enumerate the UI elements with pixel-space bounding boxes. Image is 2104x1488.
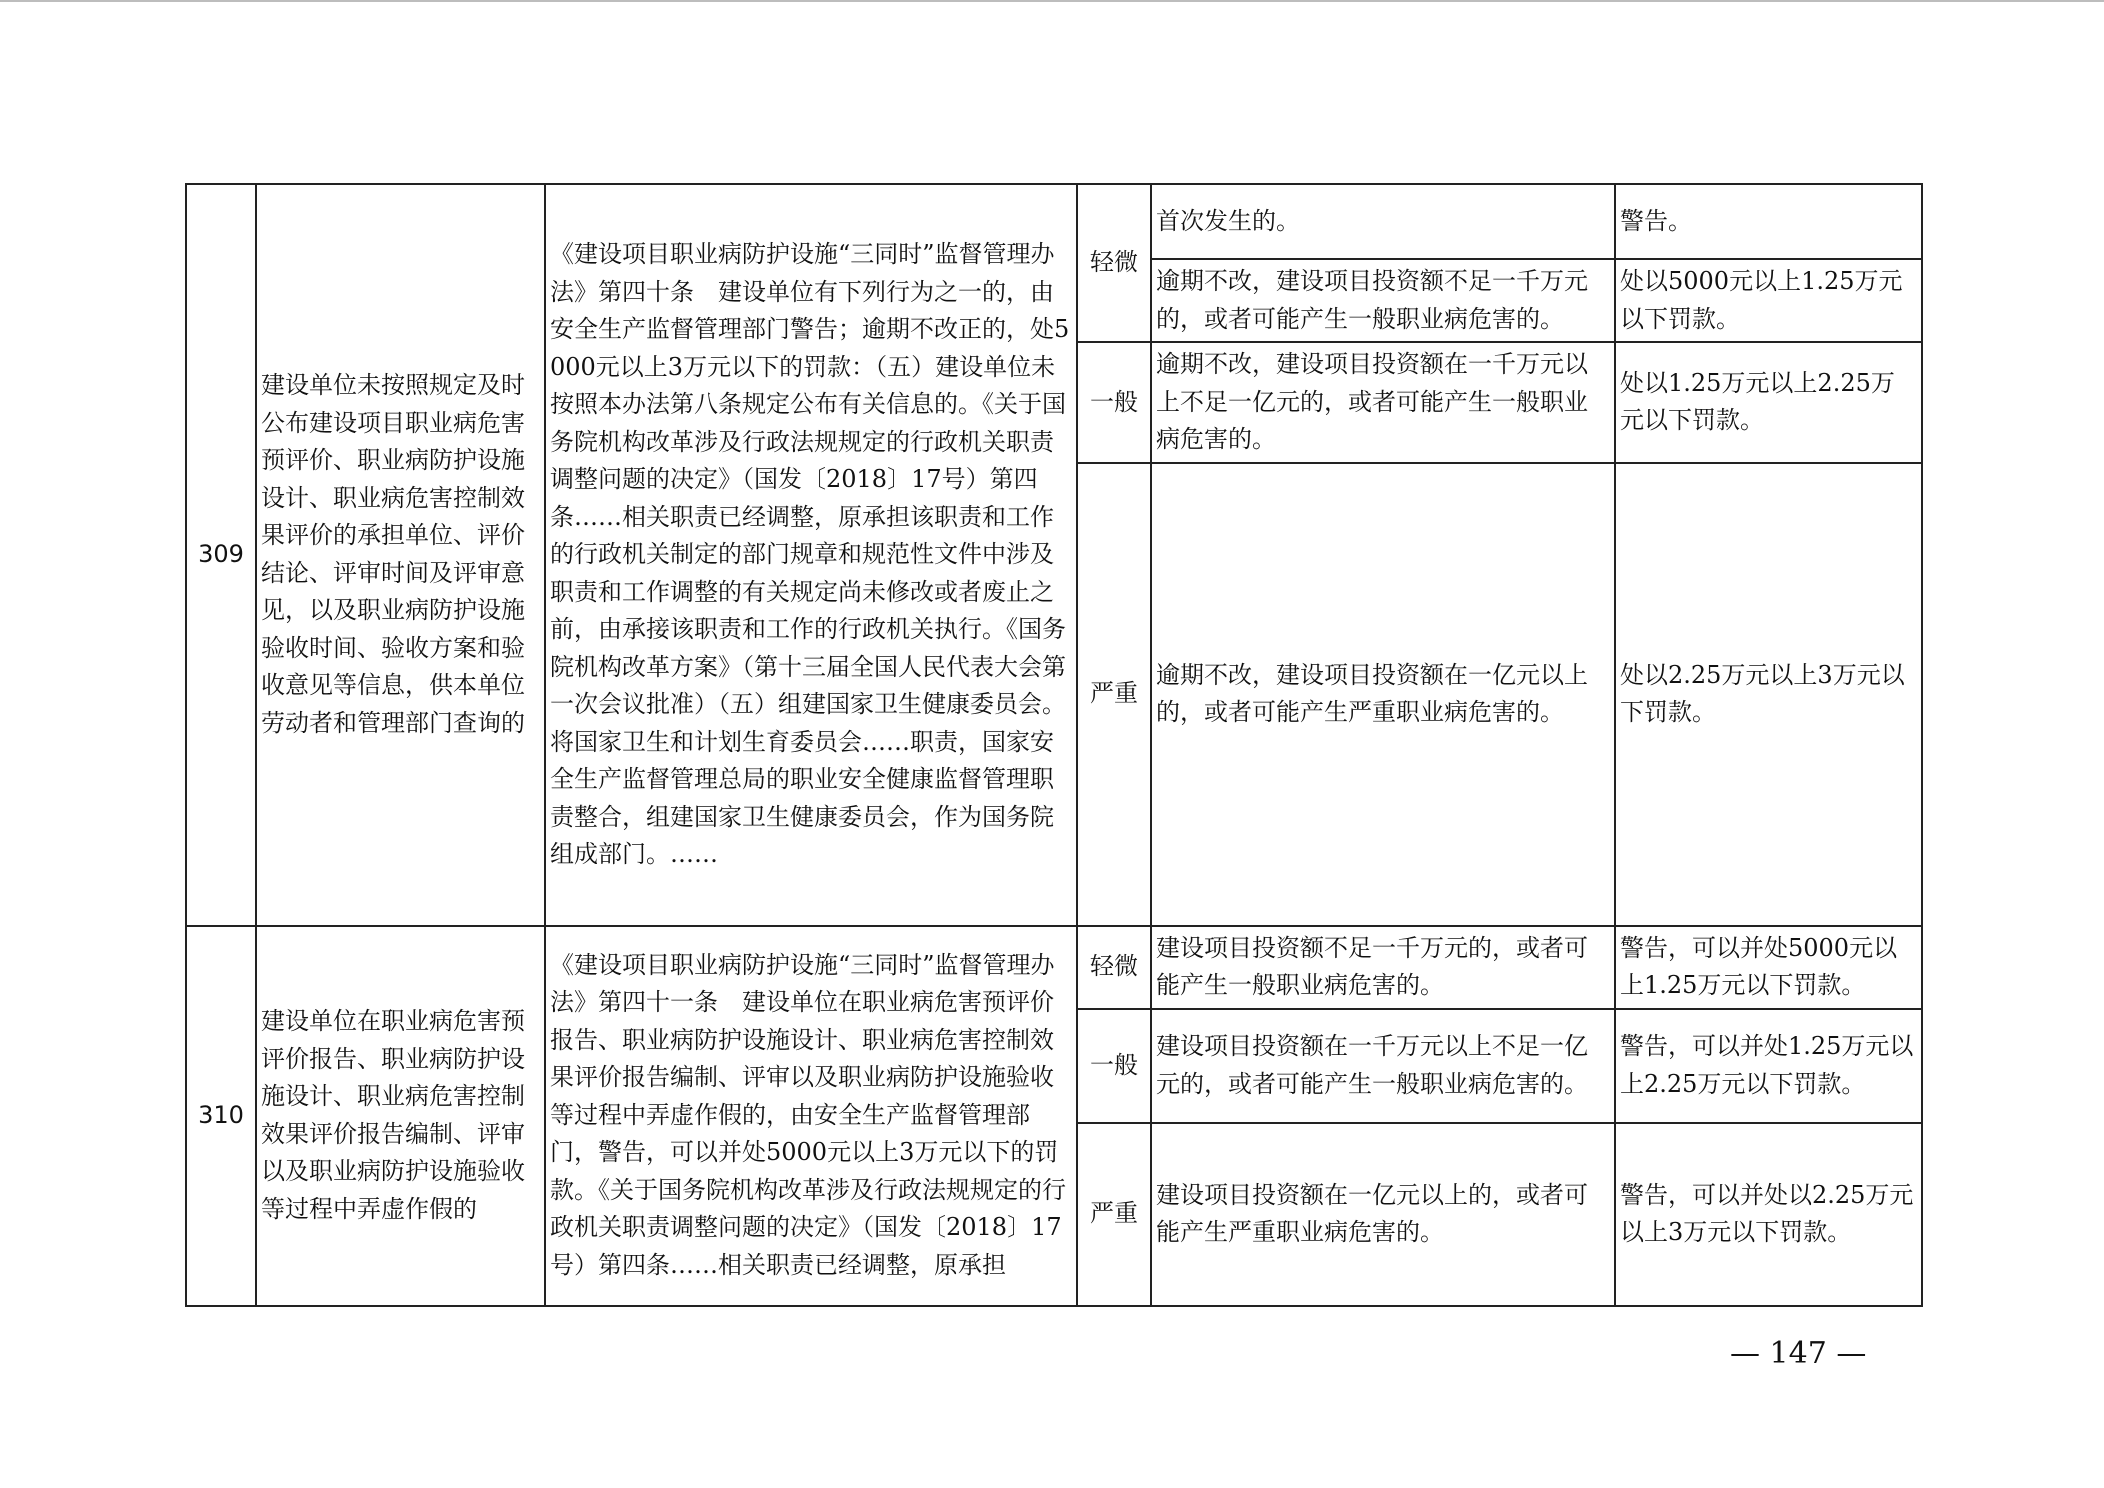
violation-act-cell: 建设单位未按照规定及时公布建设项目职业病危害预评价、职业病防护设施设计、职业病危害控制效果评价的承担单位、评价结论、评审时间及评审意见，以及职业病防护设施验收时间、验收方案和验收意见等信息，供本单位劳动者和管理部门查询的 [256, 184, 545, 926]
table-row-309-minor-1 [186, 184, 1922, 259]
penalty-cell: 处以1.25万元以上2.25万元以下罚款。 [1615, 342, 1922, 463]
item-number-cell: 309 [186, 184, 256, 926]
table-row-310-minor [186, 926, 1922, 1009]
violation-act-cell: 建设单位在职业病危害预评价报告、职业病防护设施设计、职业病危害控制效果评价报告编制、评审以及职业病防护设施验收等过程中弄虚作假的 [256, 926, 545, 1306]
circumstance-cell: 建设项目投资额在一亿元以上的，或者可能产生严重职业病危害的。 [1151, 1123, 1615, 1306]
penalty-cell: 处以5000元以上1.25万元以下罚款。 [1615, 259, 1922, 342]
severity-level-cell: 一般 [1077, 342, 1151, 463]
page-number: — 147 — [1730, 1336, 1867, 1371]
circumstance-cell: 逾期不改，建设项目投资额不足一千万元的，或者可能产生一般职业病危害的。 [1151, 259, 1615, 342]
severity-level-cell: 一般 [1077, 1009, 1151, 1123]
circumstance-cell: 首次发生的。 [1151, 184, 1615, 259]
penalty-cell: 警告，可以并处以2.25万元以上3万元以下罚款。 [1615, 1123, 1922, 1306]
circumstance-cell: 建设项目投资额在一千万元以上不足一亿元的，或者可能产生一般职业病危害的。 [1151, 1009, 1615, 1123]
circumstance-cell: 逾期不改，建设项目投资额在一亿元以上的，或者可能产生严重职业病危害的。 [1151, 463, 1615, 926]
penalty-cell: 警告。 [1615, 184, 1922, 259]
legal-basis-cell: 《建设项目职业病防护设施“三同时”监督管理办法》第四十条 建设单位有下列行为之一的，由安全生产监督管理部门警告；逾期不改正的，处5000元以上3万元以下的罚款：（五）建设单位未按照本办法第八条规定公布有关信息的。《关于国务院机构改革涉及行政法规规定的行政机关职责调整问题的决定》（国发〔2018〕17号）第四条……相关职责已经调整，原承担该职责和工作的行政机关制定的部门规章和规范性文件中涉及职责和工作调整的有关规定尚未修改或者废止之前，由承接该职责和工作的行政机关执行。《国务院机构改革方案》（第十三届全国人民代表大会第一次会议批准）（五）组建国家卫生健康委员会。将国家卫生和计划生育委员会……职责，国家安全生产监督管理总局的职业安全健康监督管理职责整合，组建国家卫生健康委员会，作为国务院组成部门。…… [545, 184, 1077, 926]
circumstance-cell: 建设项目投资额不足一千万元的，或者可能产生一般职业病危害的。 [1151, 926, 1615, 1009]
circumstance-cell: 逾期不改，建设项目投资额在一千万元以上不足一亿元的，或者可能产生一般职业病危害的。 [1151, 342, 1615, 463]
severity-level-cell: 严重 [1077, 1123, 1151, 1306]
penalty-cell: 处以2.25万元以上3万元以下罚款。 [1615, 463, 1922, 926]
top-border-rule [0, 0, 2104, 2]
severity-level-cell: 轻微 [1077, 926, 1151, 1009]
penalty-standards-table [185, 183, 1923, 1307]
penalty-cell: 警告，可以并处1.25万元以上2.25万元以下罚款。 [1615, 1009, 1922, 1123]
severity-level-cell: 轻微 [1077, 184, 1151, 342]
legal-basis-cell: 《建设项目职业病防护设施“三同时”监督管理办法》第四十一条 建设单位在职业病危害预评价报告、职业病防护设施设计、职业病危害控制效果评价报告编制、评审以及职业病防护设施验收等过程中弄虚作假的，由安全生产监督管理部门，警告，可以并处5000元以上3万元以下的罚款。《关于国务院机构改革涉及行政法规规定的行政机关职责调整问题的决定》（国发〔2018〕17号）第四条……相关职责已经调整，原承担 [545, 926, 1077, 1306]
severity-level-cell: 严重 [1077, 463, 1151, 926]
item-number-cell: 310 [186, 926, 256, 1306]
penalty-cell: 警告，可以并处5000元以上1.25万元以下罚款。 [1615, 926, 1922, 1009]
